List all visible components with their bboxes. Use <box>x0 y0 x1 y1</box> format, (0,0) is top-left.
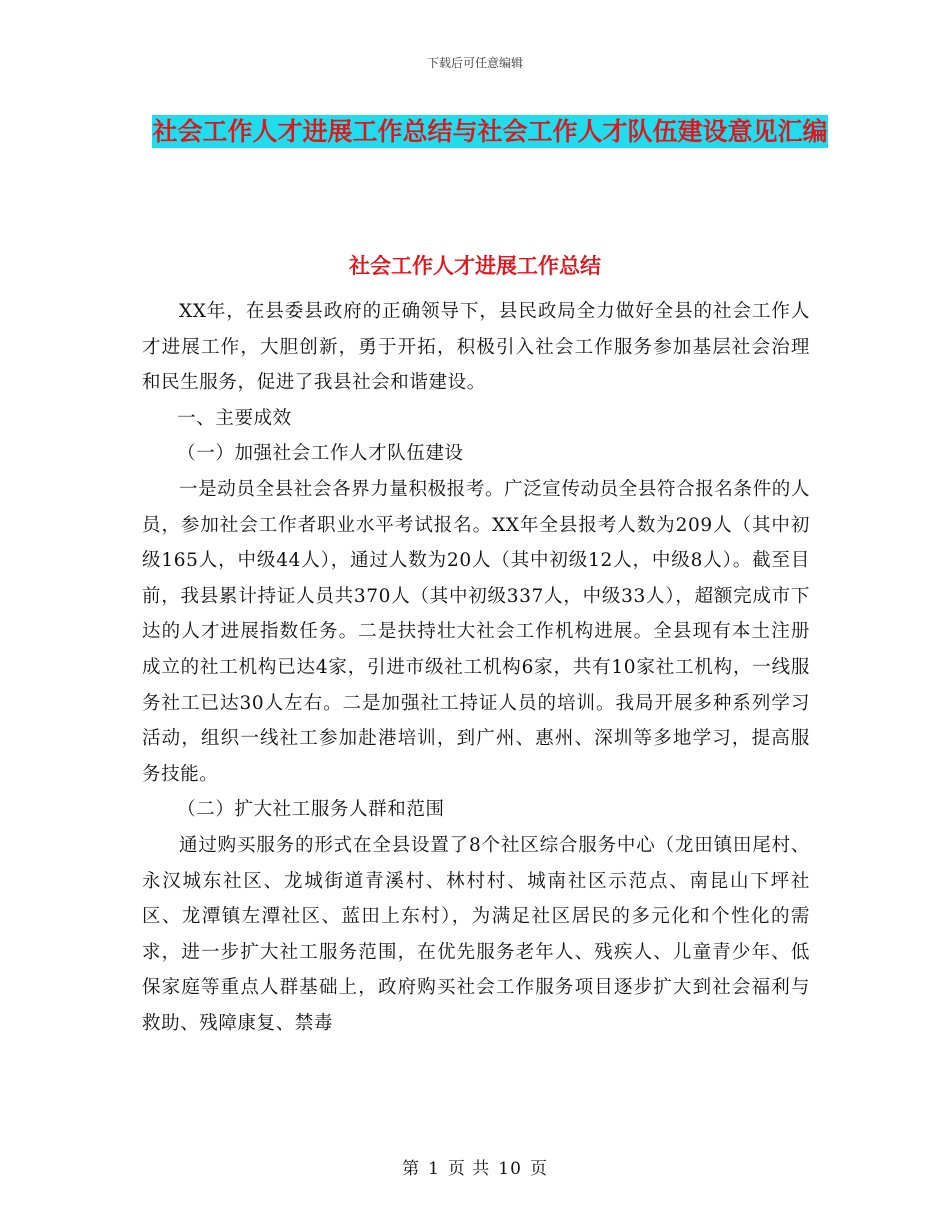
page-footer <box>0 1154 950 1179</box>
section-title: 社会工作人才进展工作总结 <box>349 254 601 278</box>
heading-main-results: 一、主要成效 <box>177 407 292 429</box>
page-number: 1 <box>428 1159 440 1179</box>
document-title-text: 社会工作人才进展工作总结与社会工作人才队伍建设意见汇编 <box>152 117 828 146</box>
document-body <box>142 294 810 1041</box>
paragraph-team-building: 一是动员全县社会各界力量积极报考。广泛宣传动员全县符合报名条件的人员，参加社会工作者职业水平考试报名。XX年全县报考人数为209人（其中初级165人，中级44人），通过人数为20人（其中初级12人，中级8人）。截至目前，我县累计持证人员共370人（其中初级337人，中级33人），超额完成市下达的人才进展指数任务。二是扶持壮大社会工作机构进展。全县现有本土注册成立的社工机构已达4家，引进市级社工机构6家，共有10家社工机构，一线服务社工已达30人左右。二是加强社工持证人员的培训。我局开展多种系列学习活动，组织一线社工参加赴港培训，到广州、惠州、深圳等多地学习，提高服务技能。 <box>142 478 810 785</box>
subheading-team-building: （一）加强社会工作人才队伍建设 <box>177 443 464 465</box>
page-label-suffix: 页 <box>529 1159 548 1179</box>
paragraph-service-scope: 通过购买服务的形式在全县设置了8个社区综合服务中心（龙田镇田尾村、永汉城东社区、龙城街道青溪村、林村村、城南社区示范点、南昆山下坪社区、龙潭镇左潭社区、蓝田上东村），为满足社区居民的多元化和个性化的需求，进一步扩大社工服务范围，在优先服务老年人、残疾人、儿童青少年、低保家庭等重点人群基础上，政府购买社会工作服务项目逐步扩大到社会福利与救助、残障康复、禁毒 <box>142 834 810 1034</box>
page-label-prefix: 第 <box>402 1159 421 1179</box>
page-label-mid: 页 共 <box>447 1159 491 1179</box>
page-header-note: 下载后可任意编辑 <box>426 56 523 70</box>
paragraph-intro: XX年，在县委县政府的正确领导下，县民政局全力做好全县的社会工作人才进展工作，大胆创新，勇于开拓，积极引入社会工作服务参加基层社会治理和民生服务，促进了我县社会和谐建设。 <box>142 301 810 394</box>
subheading-service-scope: （二）扩大社工服务人群和范围 <box>177 799 445 821</box>
total-pages: 10 <box>498 1159 522 1179</box>
document-title <box>140 108 840 156</box>
